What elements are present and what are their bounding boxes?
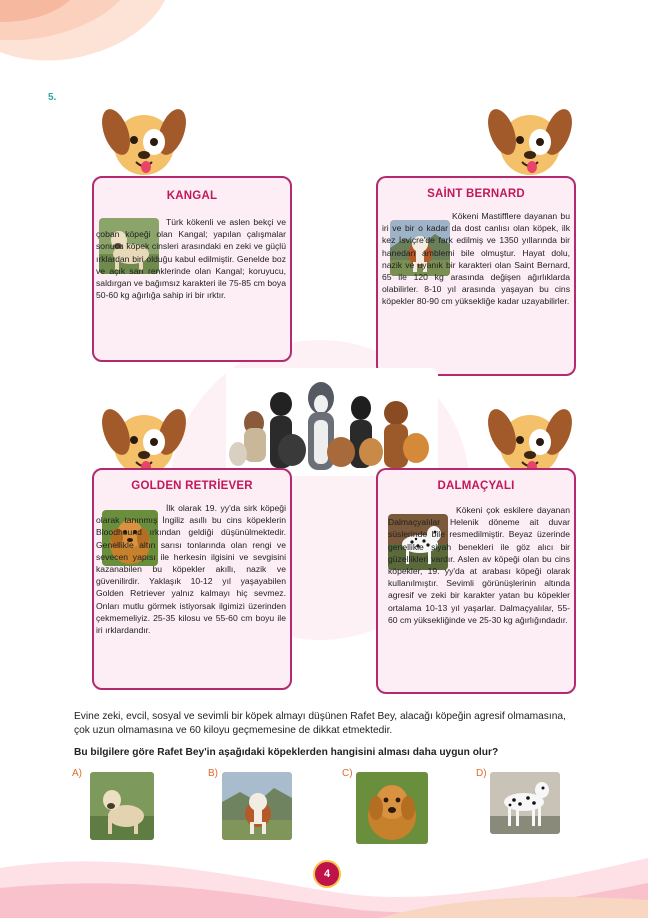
option-b-label[interactable]: B): [208, 768, 218, 779]
card-title: DALMAÇYALI: [437, 480, 515, 492]
question-prompt: Bu bilgilere göre Rafet Bey'in aşağıdaki köpeklerden hangisini alması daha uygun olur?: [74, 747, 499, 758]
golden-retriever-description: İlk olarak 19. yy'da sirk köpeği olarak tanınmış İngiliz asıllı bu cins köpeklerin Bloodhound ırkından geldiği düşünülmektedir. Genellikle altın sarısı tonlarında olan rengi ve sevecen yapısı ile herkesin ilgisini ve sevgisini kazanabilen bu köpekler akıllı, nazik ve güvenilirdir. Yaklaşık 10-12 yıl yaşayabilen Golden Retriever yalnız kalmayı hiç sevmez. Onları mutlu görmek istiyorsak ilgimizi üzerinden çekmemeliyiz. 25-35 kilosu ve 55-60 cm boyu ile iri ırklardandır.: [96, 503, 286, 636]
card-title: KANGAL: [166, 190, 218, 202]
option-d-label[interactable]: D): [476, 768, 487, 779]
dalmatian-description: Kökeni çok eskilere dayanan Dalmaçyalılar Helenik döneme ait duvar süslerinde bile resmedilmiştir. Beyaz üzerinde genellikle siyah benekleri ile göz alıcı bir güzellikleri vardır. Aslen av köpeği olan bu cins köpekler, 19. yy'da at arabası köpeği olarak kullanılmıştır. Sevimli görünüşlerinin altında agresif ve zeki bir karakter yatan bu köpekler ortalama 10-13 yıl yaşarlar. Dalmaçyalılar, 55-60 cm yüksekliğinde ve 25-30 kg ağırlığındadır.: [388, 505, 570, 625]
option-d-dalmatian-image[interactable]: [490, 772, 560, 834]
question-number: 5.: [48, 92, 57, 103]
option-b-saint-bernard-image[interactable]: [222, 772, 292, 840]
card-title: GOLDEN RETRİEVER: [131, 480, 253, 492]
cartoon-dog-mascot: [482, 100, 578, 180]
top-left-decoration: [0, 0, 170, 75]
page-number: 4: [323, 868, 331, 880]
card-title: SAİNT BERNARD: [427, 188, 525, 200]
option-a-label[interactable]: A): [72, 768, 82, 779]
option-c-golden-retriever-image[interactable]: [356, 772, 428, 844]
question-stem: Evine zeki, evcil, sosyal ve sevimli bir köpek almayı düşünen Rafet Bey, alacağı köpeğin agresif olmamasına, çok uzun olmamasına ve 60 kiloyu geçmemesine de dikkat etmektedir.: [74, 711, 566, 736]
option-c-label[interactable]: C): [342, 768, 353, 779]
page-number-badge: [313, 860, 341, 888]
cartoon-dog-mascot: [96, 100, 192, 180]
option-a-kangal-image[interactable]: [90, 772, 154, 840]
saint-bernard-description: Kökeni Mastifflere dayanan bu iri ve bir o kadar da dost canlısı olan köpek, ilk kez İsviçre'de fark edilmiş ve 1350 yıllarında bir hanedan amblemi bile olmuştur. Hayat dolu, nazik ve uyanık bir karakteri olan Saint Bernard, 65 ile 120 kg arasında değişen ağırlıklarda olabilirler. 8-10 yıl arasında yaşayan bu cins köpekler 80-90 cm yüksekliğe kadar uzayabilirler.: [382, 211, 570, 307]
dog-group-photo: [226, 368, 438, 476]
kangal-description: Türk kökenli ve aslen bekçi ve çoban köpeği olan Kangal; yapılan çalışmalar sonucu köpek cinsleri arasındaki en zeki ve güçlü ırklardan biri olduğu kabul edilmiştir. Genelde boz ve açık sarı renklerinde olan Kangal; koruyucu, saldırgan ve bağımsız karakteri ile 75-85 cm boya 50-60 kg ağırlığa sahip iri bir ırktır.: [96, 217, 286, 301]
